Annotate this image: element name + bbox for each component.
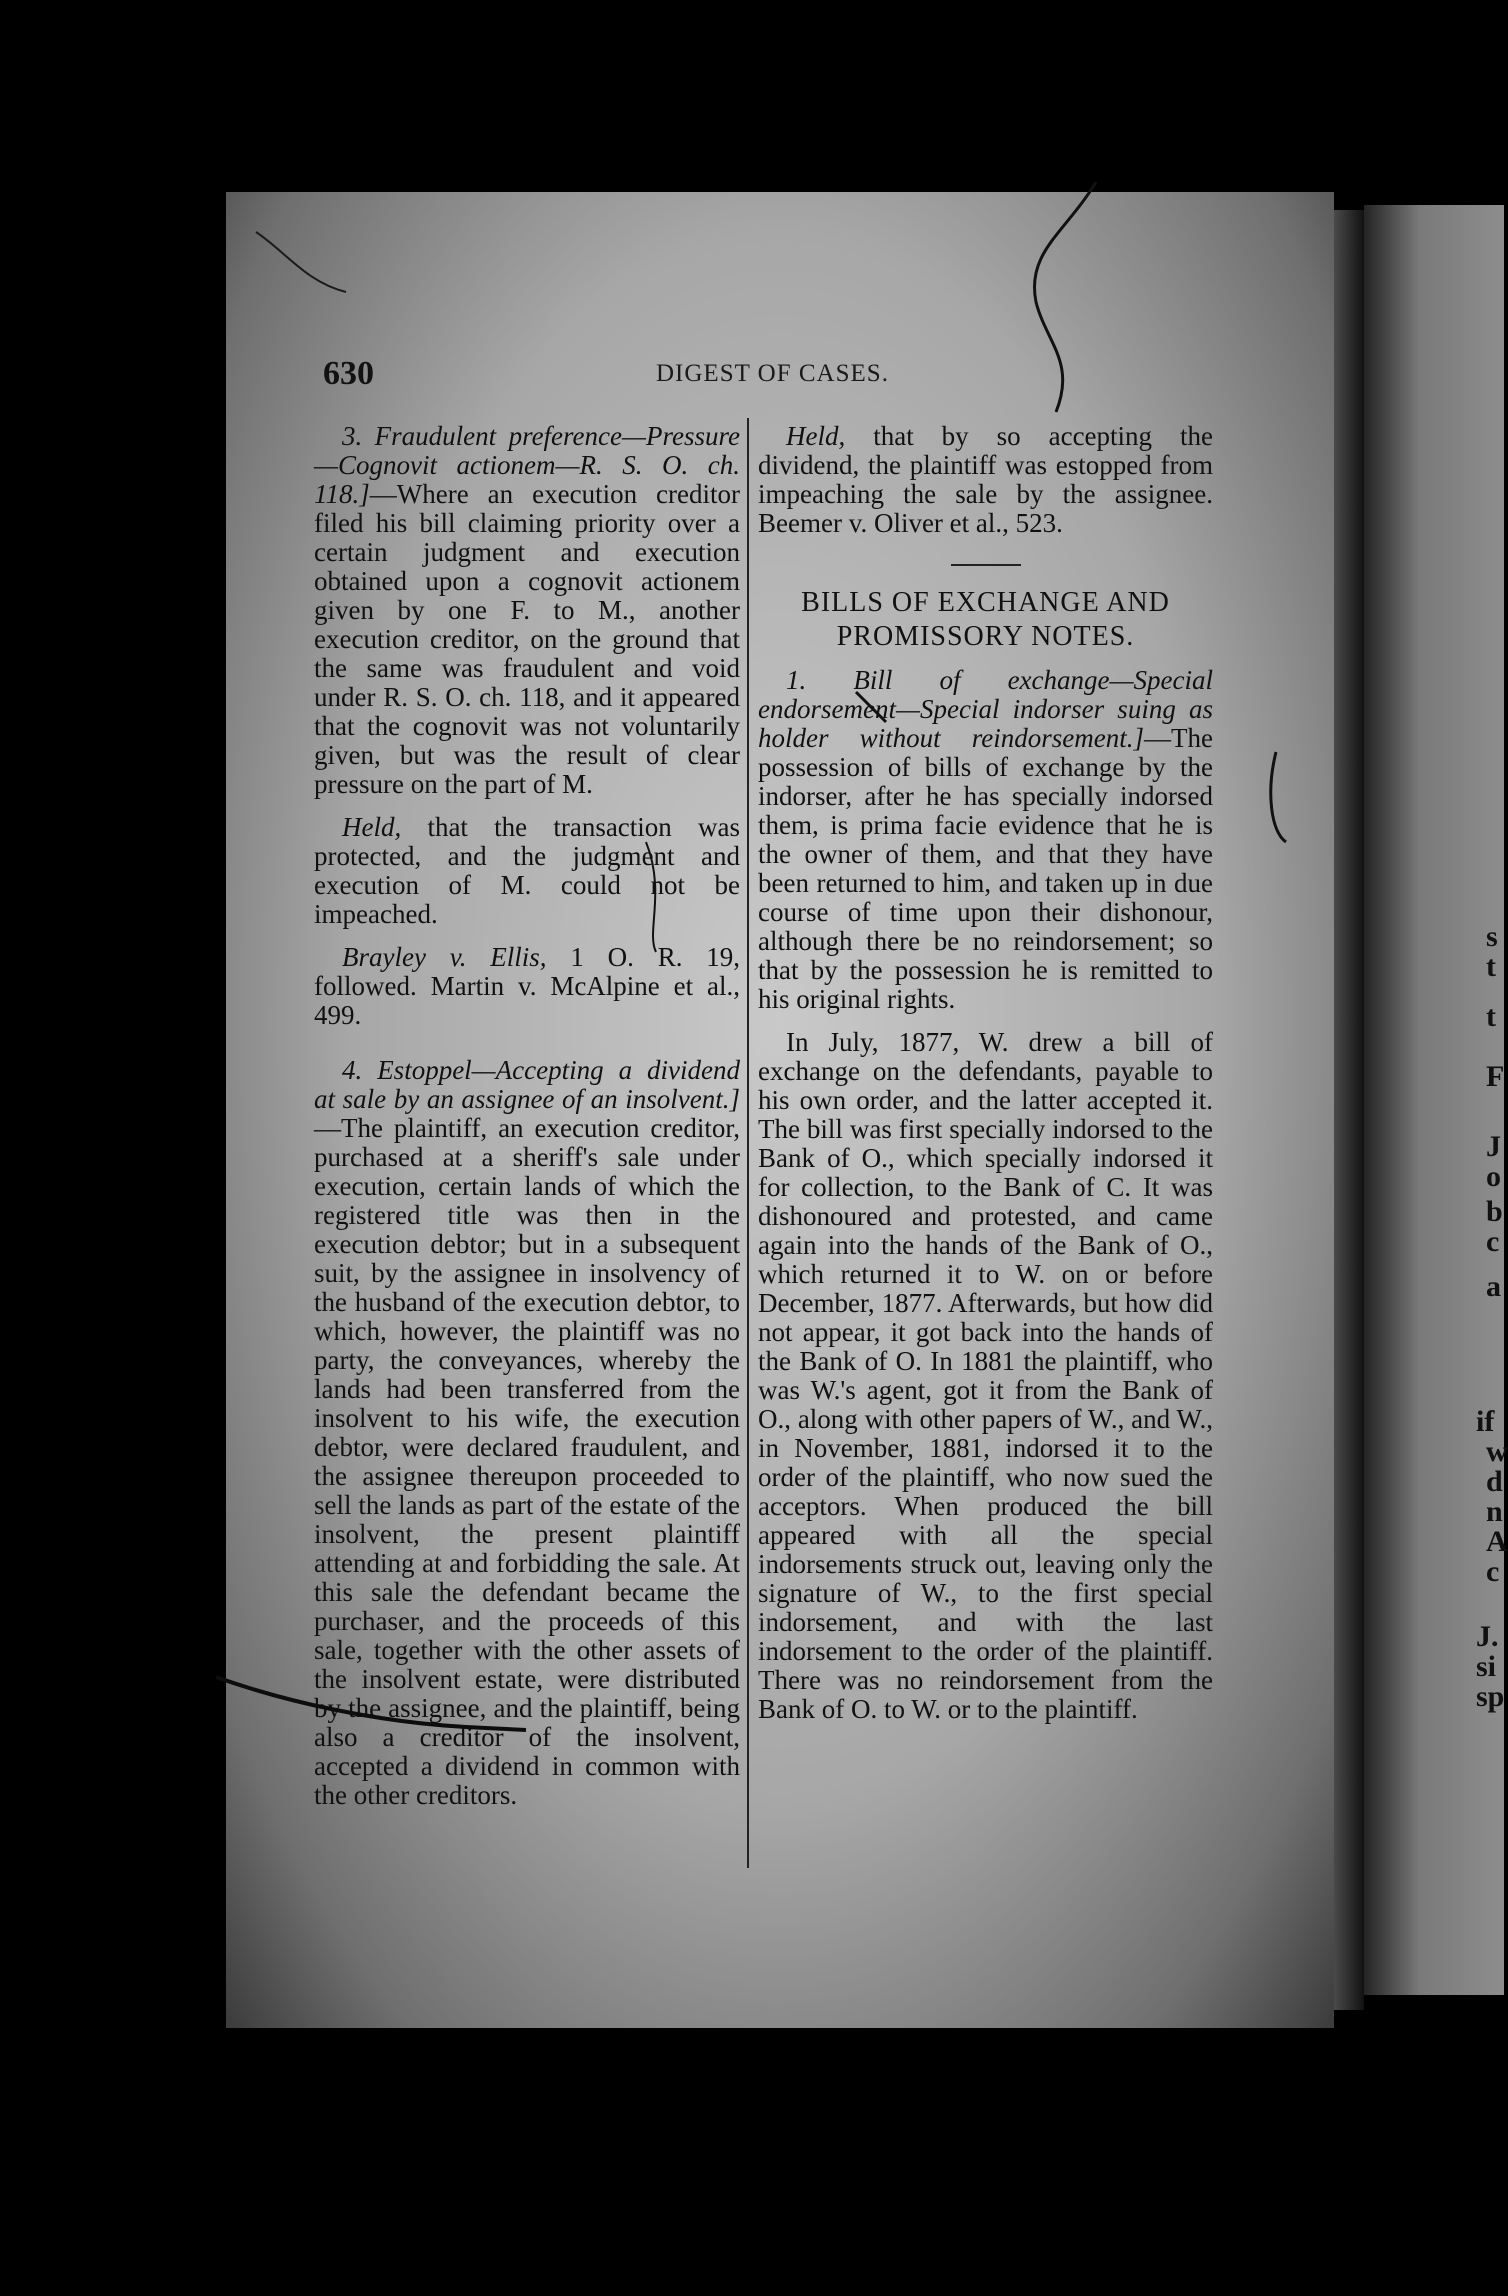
right-column bbox=[758, 422, 1213, 1738]
section-separator bbox=[951, 564, 1021, 566]
next-page-fragment: b bbox=[1486, 1195, 1503, 1228]
page-number: 630 bbox=[323, 355, 374, 392]
case-entry-3 bbox=[314, 422, 740, 799]
case-3-text: —Where an execution creditor filed his bill claiming priority over a certain judgment and execution obtained upon a cognovit actionem given by one F. to M., another execution creditor, on the ground that the same was fraudulent and void under R. S. O. ch. 118, and it appeared that the cognovit was not voluntarily given, but was the result of clear pressure on the part of M. bbox=[314, 479, 740, 799]
next-page-fragment: w bbox=[1486, 1435, 1508, 1468]
next-page-fragment: t bbox=[1486, 1000, 1496, 1033]
case-3-heading: 3. Fraudulent preference—Pressure—Cognovit actionem—R. S. O. ch. 118.] bbox=[314, 421, 740, 509]
next-page-fragment: F bbox=[1486, 1060, 1505, 1093]
page-gutter-shadow bbox=[1334, 210, 1364, 2010]
running-head: DIGEST OF CASES. bbox=[656, 360, 889, 387]
bills-1-heading: 1. Bill of exchange—Special endorsement—Special indorser suing as holder without reindorsement.] bbox=[758, 665, 1213, 753]
bills-entry-1-facts bbox=[758, 1028, 1213, 1724]
bills-1-text: —The possession of bills of exchange by the indorser, after he has specially indorsed them, is prima facie evidence that he is the owner of them, and that they have been returned to him, and taken up in due course of time upon their dishonour, although there be no reindorsement; so that by the possession he is remitted to his original rights. bbox=[758, 723, 1213, 1014]
next-page-fragment: A bbox=[1486, 1525, 1508, 1558]
page-header bbox=[226, 355, 1334, 395]
next-page-fragment: c bbox=[1486, 1225, 1500, 1258]
case-4-text: —The plaintiff, an execution creditor, purchased at a sheriff's sale under execution, certain lands of which the registered title was then in the execution debtor; but in a subsequent suit, by the assignee in insolvency of the husband of the execution debtor, to which, however, the plaintiff was no party, the conveyances, whereby the lands had been transferred from the insolvent to his wife, the execution debtor, were declared fraudulent, and the assignee thereupon proceeded to sell the lands as part of the estate of the insolvent, the present plaintiff attending at and forbidding the sale. At this sale the defendant became the purchaser, and the proceeds of this sale, together with the other assets of the insolvent estate, were distributed by the assignee, and the plaintiff, being also a creditor of the insolvent, accepted a dividend in common with the other creditors. bbox=[314, 1113, 740, 1810]
case-entry-4 bbox=[314, 1056, 740, 1810]
next-page-fragment: c bbox=[1486, 1555, 1500, 1588]
section-heading-line-1: BILLS OF EXCHANGE AND bbox=[801, 587, 1170, 618]
left-column bbox=[314, 422, 740, 1824]
next-page-fragment: d bbox=[1486, 1465, 1503, 1498]
next-page-edge bbox=[1364, 205, 1508, 1995]
citation-text: 1 O. R. 19, followed. Martin v. McAlpine et al., 499. bbox=[314, 942, 741, 1030]
next-page-fragment: if bbox=[1476, 1405, 1495, 1438]
held-label: Held, bbox=[342, 812, 402, 842]
next-page-fragment: n bbox=[1486, 1495, 1503, 1528]
next-page-fragment: t bbox=[1486, 950, 1496, 983]
next-page-fragment: si bbox=[1476, 1650, 1497, 1683]
column-divider bbox=[747, 418, 749, 1868]
next-page-fragment: sp bbox=[1476, 1680, 1505, 1713]
document-page bbox=[226, 192, 1334, 2028]
section-heading bbox=[758, 586, 1213, 654]
section-heading-line-2: PROMISSORY NOTES. bbox=[836, 621, 1135, 652]
held-label: Held, bbox=[786, 421, 846, 451]
bills-entry-1 bbox=[758, 666, 1213, 1014]
bills-1-facts-text: In July, 1877, W. drew a bill of exchange on the defendants, payable to his own order, and the latter accepted it. The bill was first specially indorsed to the Bank of O., which specially indorsed it for collection, to the Bank of C. It was dishonoured and protested, and came again into the hands of the Bank of O., which returned it to W. on or before December, 1877. Afterwards, but how did not appear, it got back into the hands of the Bank of O. In 1881 the plaintiff, who was W.'s agent, got it from the Bank of O., along with other papers of W., and W., in November, 1881, indorsed it to the order of the plaintiff, who now sued the acceptors. When produced the bill appeared with all the special indorsements struck out, leaving only the signature of W., to the first special indorsement, and with the last indorsement to the order of the plaintiff. There was no reindorsement from the Bank of O. to W. or to the plaintiff. bbox=[758, 1027, 1213, 1724]
case-4-continuation bbox=[758, 422, 1213, 538]
next-page-fragment: J. bbox=[1476, 1620, 1499, 1653]
next-page-fragment: o bbox=[1486, 1160, 1501, 1193]
citation-lead: Brayley v. Ellis, bbox=[342, 942, 547, 972]
next-page-fragment: s bbox=[1486, 920, 1498, 953]
case-entry-3-held bbox=[314, 813, 740, 929]
continuation-text: that by so accepting the dividend, the plaintiff was estopped from impeaching the sale by the assignee. Beemer v. Oliver et al., 523. bbox=[758, 421, 1213, 538]
next-page-fragment: a bbox=[1486, 1270, 1501, 1303]
next-page-fragment: J bbox=[1486, 1130, 1501, 1163]
held-text: that the transaction was protected, and the judgment and execution of M. could not be impeached. bbox=[314, 812, 740, 929]
case-4-heading: 4. Estoppel—Accepting a dividend at sale by an assignee of an insolvent.] bbox=[314, 1055, 740, 1114]
case-entry-3-citation bbox=[314, 943, 740, 1030]
